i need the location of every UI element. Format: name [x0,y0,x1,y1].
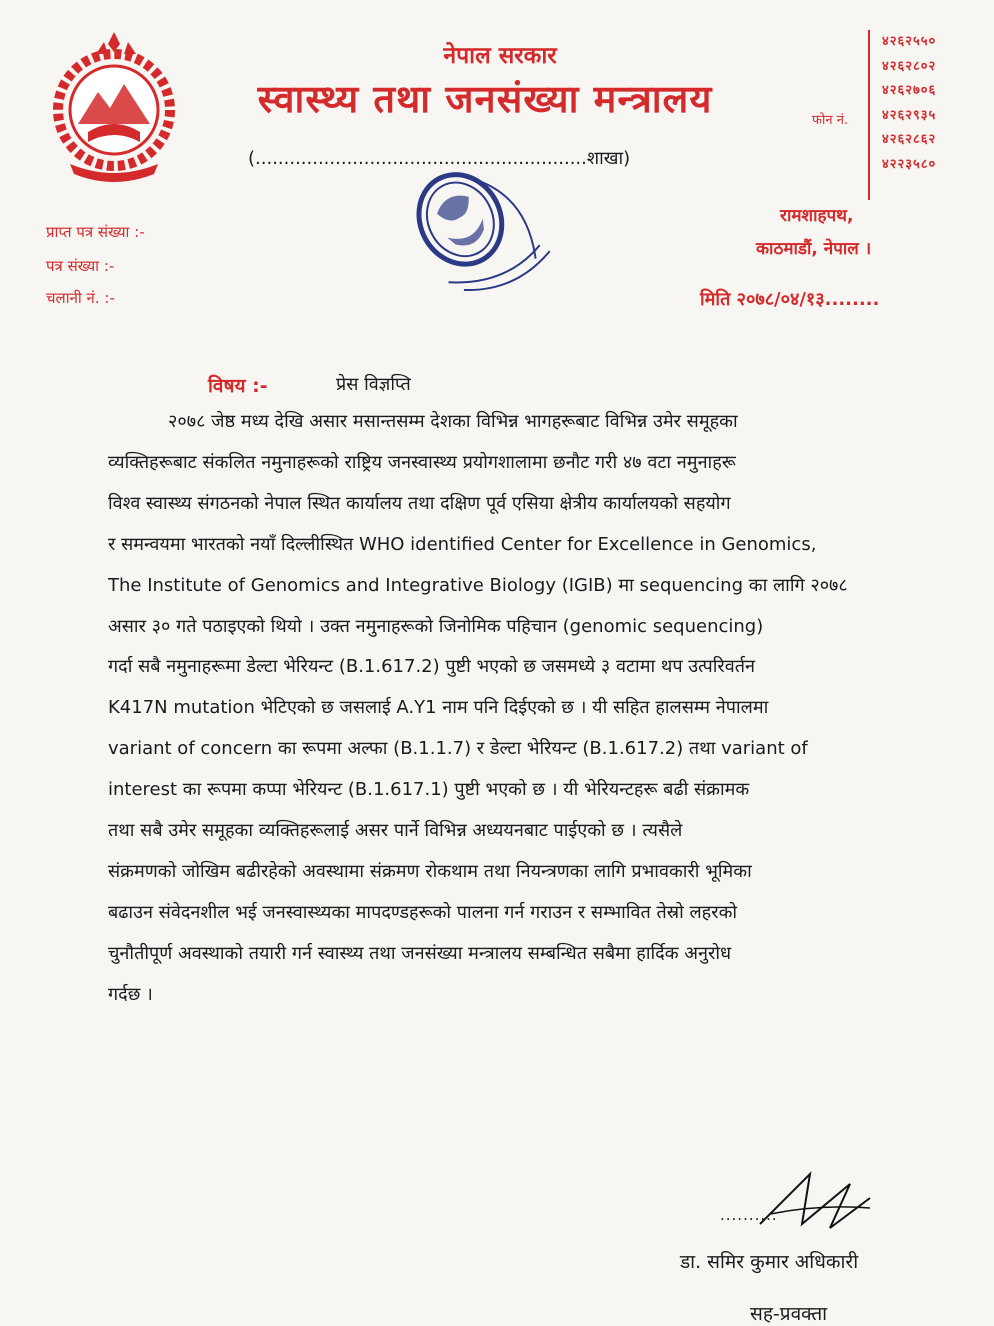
body-line: interest का रूपमा कप्पा भेरियन्ट (B.1.617.1) पुष्टी भएको छ । यी भेरियन्टहरू बढी संक्रामक [108,779,750,801]
body-line: असार ३० गते पठाइएको थियो । उक्त नमुनाहरूको जिनोमिक पहिचान (genomic sequencing) [108,615,764,637]
body-line: गर्दछ । [108,983,153,1005]
dispatch-number: चलानी नं. :- [46,289,115,307]
subject-text: प्रेस विज्ञप्ति [336,374,411,395]
handwritten-signature [740,1164,880,1244]
body-line: २०७८ जेष्ठ मध्य देखि असार मसान्तसम्म देशका विभिन्न भागहरूबाट विभिन्न उमेर समूहका [168,411,738,432]
ministry-heading: स्वास्थ्य तथा जनसंख्या मन्त्रालय [257,77,713,121]
signer-title: सह-प्रवक्ता [750,1303,828,1325]
branch-line: (..........................................................शाखा) [248,148,631,169]
body-line: तथा सबै उमेर समूहका व्यक्तिहरूलाई असर पार्ने विभिन्न अध्ययनबाट पाईएको छ । त्यसैले [108,820,683,842]
body-line: संक्रमणको जोखिम बढीरहेको अवस्थामा संक्रमण रोकथाम तथा नियन्त्रणका लागि प्रभावकारी भूमिका [108,860,752,882]
received-letter-number: प्राप्त पत्र संख्या :- [46,223,145,241]
ministry-seal-stamp [398,150,568,310]
phone-number: ४२६२५५० [882,34,937,49]
address-line-2: काठमाडौं, नेपाल । [756,239,872,259]
phone-list [868,30,982,200]
letter-number: पत्र संख्या :- [46,257,115,275]
body-line: variant of concern का रूपमा अल्फा (B.1.1.7) र डेल्टा भेरियन्ट (B.1.617.2) तथा variant of [108,738,808,760]
signature-dots: .......... [720,1206,778,1224]
phone-number: ४२६२९३५ [882,107,937,123]
body-line: र समन्वयमा भारतको नयाँ दिल्लीस्थित WHO identified Center for Excellence in Genomics, [108,533,817,555]
nepal-emblem-icon [48,32,180,182]
phone-number: ४२६२७०६ [882,83,937,98]
phone-number: ४२२३५८० [882,156,937,172]
phone-label: फोन नं. [812,113,849,128]
body-line: चुनौतीपूर्ण अवस्थाको तयारी गर्न स्वास्थ्य तथा जनसंख्या मन्त्रालय सम्बन्धित सबैमा हार्दिक अनुरोध [108,942,732,964]
body-line: गर्दा सबै नमुनाहरूमा डेल्टा भेरियन्ट (B.1.617.2) पुष्टी भएको छ जसमध्ये ३ वटामा थप उत्परिवर्तन [108,656,755,678]
body-line: The Institute of Genomics and Integrative Biology (IGIB) मा sequencing का लागि २०७८ [108,574,848,596]
signer-name: डा. समिर कुमार अधिकारी [680,1251,859,1273]
phone-number: ४२६२८६२ [882,132,937,147]
address-line-1: रामशाहपथ, [780,206,854,226]
body-line: विश्व स्वास्थ्य संगठनको नेपाल स्थित कार्यालय तथा दक्षिण पूर्व एसिया क्षेत्रीय कार्यालयको सहयोग [108,492,731,514]
body-line: K417N mutation भेटिएको छ जसलाई A.Y1 नाम पनि दिईएको छ । यी सहित हालसम्म नेपालमा [108,697,769,719]
date-line: मिति २०७८/०४/१३........ [700,289,880,310]
phone-number: ४२६२८०२ [882,58,937,74]
government-heading: नेपाल सरकार [443,43,557,69]
press-release-body [108,402,898,1016]
body-line: बढाउन संवेदनशील भई जनस्वास्थ्यका मापदण्डहरूको पालना गर्न गराउन र सम्भावित तेस्रो लहरको [108,901,738,923]
subject-label: विषय :- [208,375,268,397]
body-line: व्यक्तिहरूबाट संकलित नमुनाहरूको राष्ट्रिय जनस्वास्थ्य प्रयोगशालामा छनौट गरी ४७ वटा नमुनाहरू [108,451,736,473]
